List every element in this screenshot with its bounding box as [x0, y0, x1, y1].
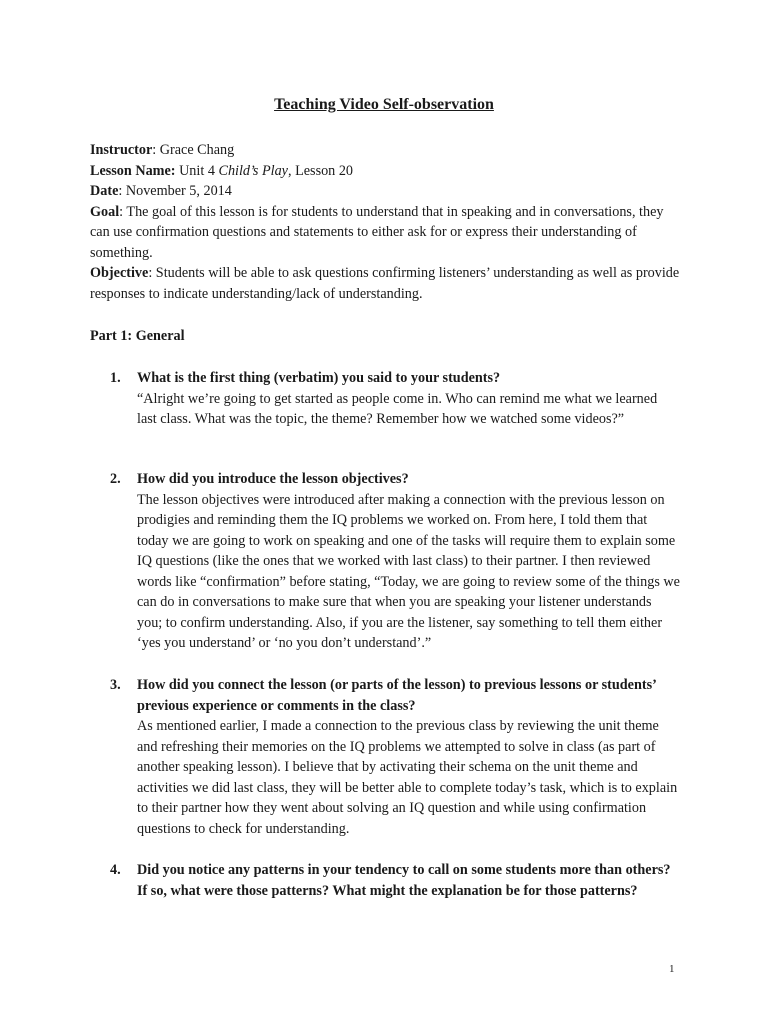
answer-text: “Alright we’re going to get started as people come in. Who can remind me what we learned last class. What was the topic, the theme? Remember how we watched some videos?”: [137, 390, 658, 427]
document-title: Teaching Video Self-observation: [274, 96, 494, 113]
question-text: How did you introduce the lesson objectives?: [137, 471, 409, 487]
question-item: [110, 368, 680, 430]
question-number: 3.: [110, 677, 121, 693]
lesson-name-label: Lesson Name:: [90, 162, 176, 179]
date-line: [90, 181, 680, 202]
question-item: [110, 469, 680, 654]
instructor-label: Instructor: [90, 142, 153, 158]
objective-line: [90, 263, 680, 304]
date-label: Date: [90, 183, 119, 199]
instructor-line: [90, 140, 680, 161]
question-item: [110, 675, 680, 839]
question-text: How did you connect the lesson (or parts of the lesson) to previous lessons or students’ previous experience or comments in the class?: [137, 677, 656, 714]
answer-text: The lesson objectives were introduced after making a connection with the previous lesson on prodigies and reminding them the IQ problems we worked on. From here, I told them that today we are going to work on speaking and one of the tasks will require them to explain some IQ questions (like the ones that we worked with last class) to their partner. I then reviewed words like “confirmation” before stating, “Today, we are going to review some of the things we can do in conversations to make sure that when you are speaking your listener understands you; to confirm understanding. Also, if you are the listener, say something to tell them either ‘yes you understand’ or ‘no you don’t understand’.”: [137, 491, 680, 651]
question-number: 2.: [110, 471, 121, 487]
instructor-value: : Grace Chang: [152, 142, 235, 158]
goal-line: [90, 202, 680, 264]
objective-value: : Students will be able to ask questions confirming listeners’ understanding as well as provide responses to indicate understanding/lack of understanding.: [90, 265, 680, 302]
question-number: 1.: [110, 370, 121, 386]
lesson-name-pre: Unit 4: [175, 162, 219, 179]
question-text: What is the first thing (verbatim) you said to your students?: [137, 370, 501, 386]
lesson-name-italic: Child’s Play: [218, 162, 288, 179]
answer-text: As mentioned earlier, I made a connection to the previous class by reviewing the unit theme and refreshing their memories on the IQ problems we attempted to solve in class (as part of another speaking lesson). I believe that by activating their schema on the unit theme and activities we did last class, they will be better able to complete today’s task, which is to explain to their partner how they went about solving an IQ question and while using confirmation questions to check for understanding.: [137, 718, 678, 837]
objective-label: Objective: [90, 265, 149, 281]
page-number: 1: [669, 963, 675, 975]
question-text: Did you notice any patterns in your tendency to call on some students more than others? If so, what were those patterns? What might the explanation be for those patterns?: [137, 862, 671, 899]
part-heading: Part 1: General: [90, 328, 185, 344]
date-value: : November 5, 2014: [118, 183, 232, 199]
goal-label: Goal: [90, 203, 120, 220]
question-number: 4.: [110, 862, 121, 878]
question-item: [110, 860, 680, 901]
lesson-name-line: [90, 161, 680, 182]
goal-value: : The goal of this lesson is for students to understand that in speaking and in conversations, they can use confirmation questions and statements to either ask for or express their understanding of something.: [90, 203, 664, 261]
lesson-info: [90, 140, 680, 304]
lesson-name-post: , Lesson 20: [287, 162, 354, 179]
